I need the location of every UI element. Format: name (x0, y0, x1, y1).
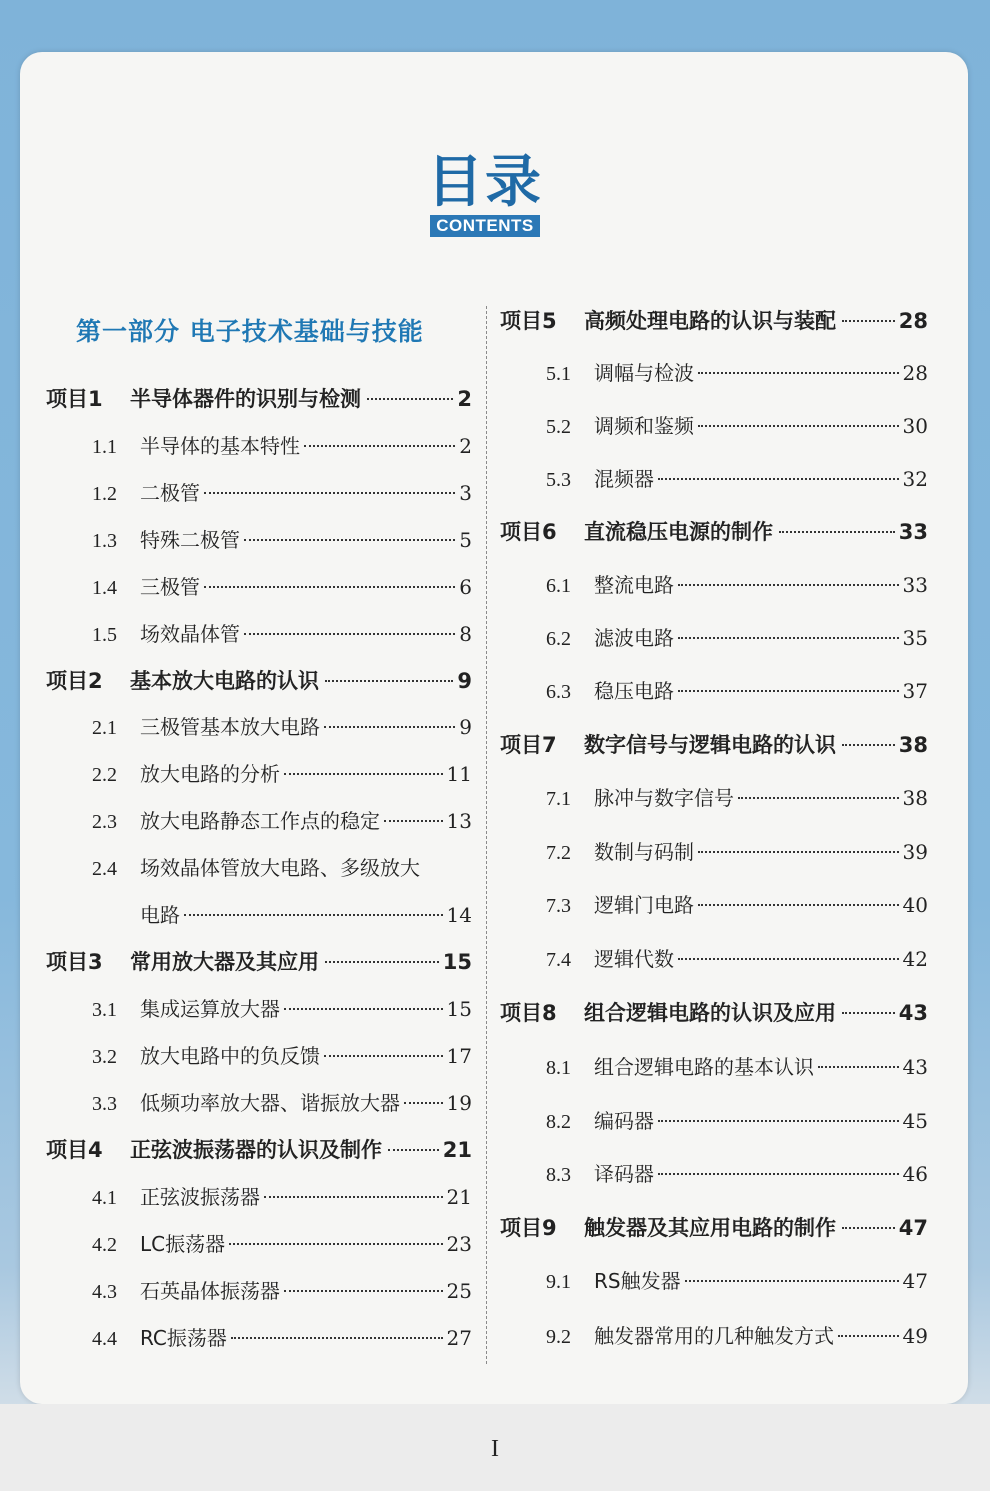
toc-chapter-row[interactable] (46, 665, 472, 695)
page-ref: 33 (898, 520, 928, 544)
page-ref: 5 (459, 528, 472, 552)
leader-dots (324, 1055, 443, 1057)
section-number: 3.1 (92, 999, 117, 1021)
chapter-number: 项目1 (46, 387, 103, 411)
leader-dots (685, 1280, 899, 1282)
section-number: 7.1 (546, 788, 571, 810)
leader-dots (698, 425, 899, 427)
toc-section-row[interactable] (92, 993, 472, 1022)
leader-dots (324, 726, 455, 728)
section-number: 9.1 (546, 1271, 571, 1293)
section-title: 数制与码制 (594, 840, 694, 864)
chapter-title: 触发器及其应用电路的制作 (584, 1216, 836, 1240)
toc-section-row[interactable] (92, 852, 472, 881)
toc-section-row[interactable] (546, 622, 928, 651)
chapter-title: 直流稳压电源的制作 (584, 520, 773, 544)
part-title: 第一部分 电子技术基础与技能 (76, 317, 424, 346)
page-ref: 6 (459, 575, 472, 599)
leader-dots (842, 744, 895, 746)
toc-section-row[interactable] (92, 1275, 472, 1304)
leader-dots (842, 1012, 895, 1014)
chapter-title: 组合逻辑电路的认识及应用 (584, 1001, 836, 1025)
section-number: 8.3 (546, 1164, 571, 1186)
section-title: 三极管 (140, 575, 200, 599)
toc-section-row[interactable] (546, 463, 928, 492)
page-ref: 28 (898, 309, 928, 333)
chapter-number: 项目7 (500, 733, 557, 757)
leader-dots (384, 820, 443, 822)
section-number: 4.4 (92, 1328, 117, 1350)
chapter-title: 正弦波振荡器的认识及制作 (130, 1138, 382, 1162)
page-ref: 21 (442, 1138, 472, 1162)
section-title: 触发器常用的几种触发方式 (594, 1324, 834, 1348)
section-number: 1.5 (92, 624, 117, 646)
section-number: 2.3 (92, 811, 117, 833)
section-number: 4.2 (92, 1234, 117, 1256)
leader-dots (678, 690, 899, 692)
page-ref: 47 (898, 1216, 928, 1240)
chapter-number: 项目9 (500, 1216, 557, 1240)
leader-dots (698, 851, 899, 853)
toc-chapter-row[interactable] (500, 516, 928, 546)
page-ref: 27 (446, 1326, 472, 1350)
section-number: 5.1 (546, 363, 571, 385)
section-number: 1.1 (92, 436, 117, 458)
chapter-title: 半导体器件的识别与检测 (130, 387, 361, 411)
toc-section-row[interactable] (546, 675, 928, 704)
page-subtitle: CONTENTS (430, 215, 540, 237)
chapter-title: 常用放大器及其应用 (130, 950, 319, 974)
page-ref: 9 (459, 715, 472, 739)
toc-section-row[interactable] (546, 943, 928, 972)
leader-dots (244, 539, 455, 541)
toc-section-row[interactable] (92, 430, 472, 459)
page-title: 目录 (427, 150, 543, 215)
leader-dots (678, 637, 899, 639)
leader-dots (838, 1335, 899, 1337)
section-number: 3.3 (92, 1093, 117, 1115)
section-title: 低频功率放大器、谐振放大器 (140, 1091, 400, 1115)
leader-dots (678, 958, 899, 960)
section-title: 半导体的基本特性 (140, 434, 300, 458)
page-ref: 2 (457, 387, 472, 411)
page-ref: 25 (446, 1279, 472, 1303)
leader-dots (698, 372, 899, 374)
leader-dots (658, 478, 899, 480)
leader-dots (779, 531, 895, 533)
toc-section-row[interactable] (546, 1105, 928, 1134)
toc-section-row[interactable] (92, 1087, 472, 1116)
leader-dots (264, 1196, 443, 1198)
section-number: 7.3 (546, 895, 571, 917)
leader-dots (678, 584, 899, 586)
page-ref: 30 (902, 414, 928, 438)
leader-dots (658, 1120, 899, 1122)
leader-dots (404, 1102, 443, 1104)
page-ref: 37 (902, 679, 928, 703)
toc-section-row[interactable] (546, 1158, 928, 1187)
section-title: LC振荡器 (140, 1232, 226, 1256)
section-title: 石英晶体振荡器 (140, 1279, 280, 1303)
toc-section-row[interactable] (92, 571, 472, 600)
toc-chapter-row[interactable] (500, 305, 928, 335)
section-title: 脉冲与数字信号 (594, 786, 734, 810)
leader-dots (388, 1149, 439, 1151)
page-ref: 15 (442, 950, 472, 974)
leader-dots (284, 1290, 443, 1292)
page-ref: 2 (459, 434, 472, 458)
leader-dots (244, 633, 455, 635)
toc-section-row[interactable] (92, 758, 472, 787)
section-number: 6.2 (546, 628, 571, 650)
page-ref: 33 (902, 573, 928, 597)
section-number: 5.2 (546, 416, 571, 438)
page-ref: 42 (902, 947, 928, 971)
section-title: 三极管基本放大电路 (140, 715, 320, 739)
section-title: 稳压电路 (594, 679, 674, 703)
section-number: 7.2 (546, 842, 571, 864)
toc-chapter-row[interactable] (46, 383, 472, 413)
leader-dots (818, 1066, 899, 1068)
chapter-number: 项目5 (500, 309, 557, 333)
leader-dots (304, 445, 455, 447)
chapter-number: 项目6 (500, 520, 557, 544)
section-title: 编码器 (594, 1109, 654, 1133)
page-ref: 43 (902, 1055, 928, 1079)
section-number: 9.2 (546, 1326, 571, 1348)
section-number: 4.1 (92, 1187, 117, 1209)
section-title: 滤波电路 (594, 626, 674, 650)
section-title: 调频和鉴频 (594, 414, 694, 438)
leader-dots (698, 904, 899, 906)
page-ref: 46 (902, 1162, 928, 1186)
page-ref: 35 (902, 626, 928, 650)
section-number: 2.2 (92, 764, 117, 786)
toc-section-row[interactable] (92, 1322, 472, 1351)
leader-dots (204, 492, 455, 494)
section-number: 3.2 (92, 1046, 117, 1068)
leader-dots (367, 398, 453, 400)
leader-dots (284, 773, 443, 775)
chapter-title: 高频处理电路的认识与装配 (584, 309, 836, 333)
section-title: 二极管 (140, 481, 200, 505)
toc-section-row[interactable] (92, 805, 472, 834)
section-number: 5.3 (546, 469, 571, 491)
section-title-continuation: 电路 (140, 903, 180, 927)
chapter-number: 项目8 (500, 1001, 557, 1025)
toc-chapter-row[interactable] (46, 946, 472, 976)
toc-chapter-row[interactable] (46, 1134, 472, 1164)
toc-section-row-continuation[interactable] (140, 899, 472, 928)
toc-chapter-row[interactable] (500, 1212, 928, 1242)
section-number: 2.4 (92, 858, 117, 880)
toc-section-row[interactable] (546, 1051, 928, 1080)
section-title: 逻辑代数 (594, 947, 674, 971)
page-ref: 38 (898, 733, 928, 757)
page-ref: 23 (446, 1232, 472, 1256)
page-ref: 49 (902, 1324, 928, 1348)
section-title: 调幅与检波 (594, 361, 694, 385)
section-title: 特殊二极管 (140, 528, 240, 552)
toc-section-row[interactable] (92, 477, 472, 506)
section-number: 1.2 (92, 483, 117, 505)
leader-dots (229, 1243, 442, 1245)
page-ref: 21 (446, 1185, 472, 1209)
section-number: 2.1 (92, 717, 117, 739)
section-title: 组合逻辑电路的基本认识 (594, 1055, 814, 1079)
page-ref: 14 (446, 903, 472, 927)
chapter-title: 数字信号与逻辑电路的认识 (584, 733, 836, 757)
section-title: 放大电路中的负反馈 (140, 1044, 320, 1068)
section-number: 1.4 (92, 577, 117, 599)
toc-section-row[interactable] (546, 569, 928, 598)
section-number: 1.3 (92, 530, 117, 552)
section-title: 放大电路静态工作点的稳定 (140, 809, 380, 833)
section-title: RS触发器 (594, 1269, 681, 1293)
leader-dots (204, 586, 455, 588)
section-title: 混频器 (594, 467, 654, 491)
chapter-number: 项目3 (46, 950, 103, 974)
page-ref: 32 (902, 467, 928, 491)
page-ref: 13 (446, 809, 472, 833)
toc-section-row[interactable] (546, 1265, 928, 1294)
section-title: 场效晶体管 (140, 622, 240, 646)
toc-section-row[interactable] (546, 1320, 928, 1349)
leader-dots (325, 961, 439, 963)
chapter-title: 基本放大电路的认识 (130, 669, 319, 693)
contents-heading (420, 150, 550, 237)
section-number: 6.1 (546, 575, 571, 597)
page-ref: 11 (446, 762, 472, 786)
page-ref: 38 (902, 786, 928, 810)
section-title: 场效晶体管放大电路、多级放大 (140, 856, 420, 880)
toc-section-row[interactable] (92, 1040, 472, 1069)
toc-section-row[interactable] (92, 524, 472, 553)
section-number: 6.3 (546, 681, 571, 703)
toc-section-row[interactable] (546, 836, 928, 865)
section-title: 正弦波振荡器 (140, 1185, 260, 1209)
section-title: RC振荡器 (140, 1326, 227, 1350)
section-number: 7.4 (546, 949, 571, 971)
section-number: 8.2 (546, 1111, 571, 1133)
chapter-number: 项目2 (46, 669, 103, 693)
page-ref: 9 (457, 669, 472, 693)
section-number: 4.3 (92, 1281, 117, 1303)
toc-section-row[interactable] (92, 1228, 472, 1257)
page-ref: 3 (459, 481, 472, 505)
page-ref: 43 (898, 1001, 928, 1025)
page-number: I (491, 1436, 499, 1462)
toc-section-row[interactable] (546, 357, 928, 386)
column-divider (486, 306, 487, 1364)
page-ref: 15 (446, 997, 472, 1021)
section-number: 8.1 (546, 1057, 571, 1079)
toc-section-row[interactable] (92, 618, 472, 647)
toc-section-row[interactable] (546, 889, 928, 918)
toc-section-row[interactable] (546, 410, 928, 439)
section-title: 放大电路的分析 (140, 762, 280, 786)
leader-dots (325, 680, 453, 682)
section-title: 逻辑门电路 (594, 893, 694, 917)
page-ref: 28 (902, 361, 928, 385)
page-ref: 8 (459, 622, 472, 646)
leader-dots (738, 797, 899, 799)
leader-dots (184, 914, 443, 916)
toc-section-row[interactable] (546, 782, 928, 811)
toc-chapter-row[interactable] (500, 729, 928, 759)
page-ref: 45 (902, 1109, 928, 1133)
toc-chapter-row[interactable] (500, 997, 928, 1027)
section-title: 译码器 (594, 1162, 654, 1186)
leader-dots (842, 1227, 895, 1229)
leader-dots (658, 1173, 899, 1175)
leader-dots (284, 1008, 443, 1010)
section-title: 集成运算放大器 (140, 997, 280, 1021)
page-ref: 40 (902, 893, 928, 917)
page-ref: 39 (902, 840, 928, 864)
page-ref: 47 (902, 1269, 928, 1293)
toc-section-row[interactable] (92, 1181, 472, 1210)
chapter-number: 项目4 (46, 1138, 103, 1162)
section-title: 整流电路 (594, 573, 674, 597)
leader-dots (842, 320, 895, 322)
toc-section-row[interactable] (92, 711, 472, 740)
page-ref: 17 (446, 1044, 472, 1068)
page-ref: 19 (446, 1091, 472, 1115)
leader-dots (231, 1337, 443, 1339)
